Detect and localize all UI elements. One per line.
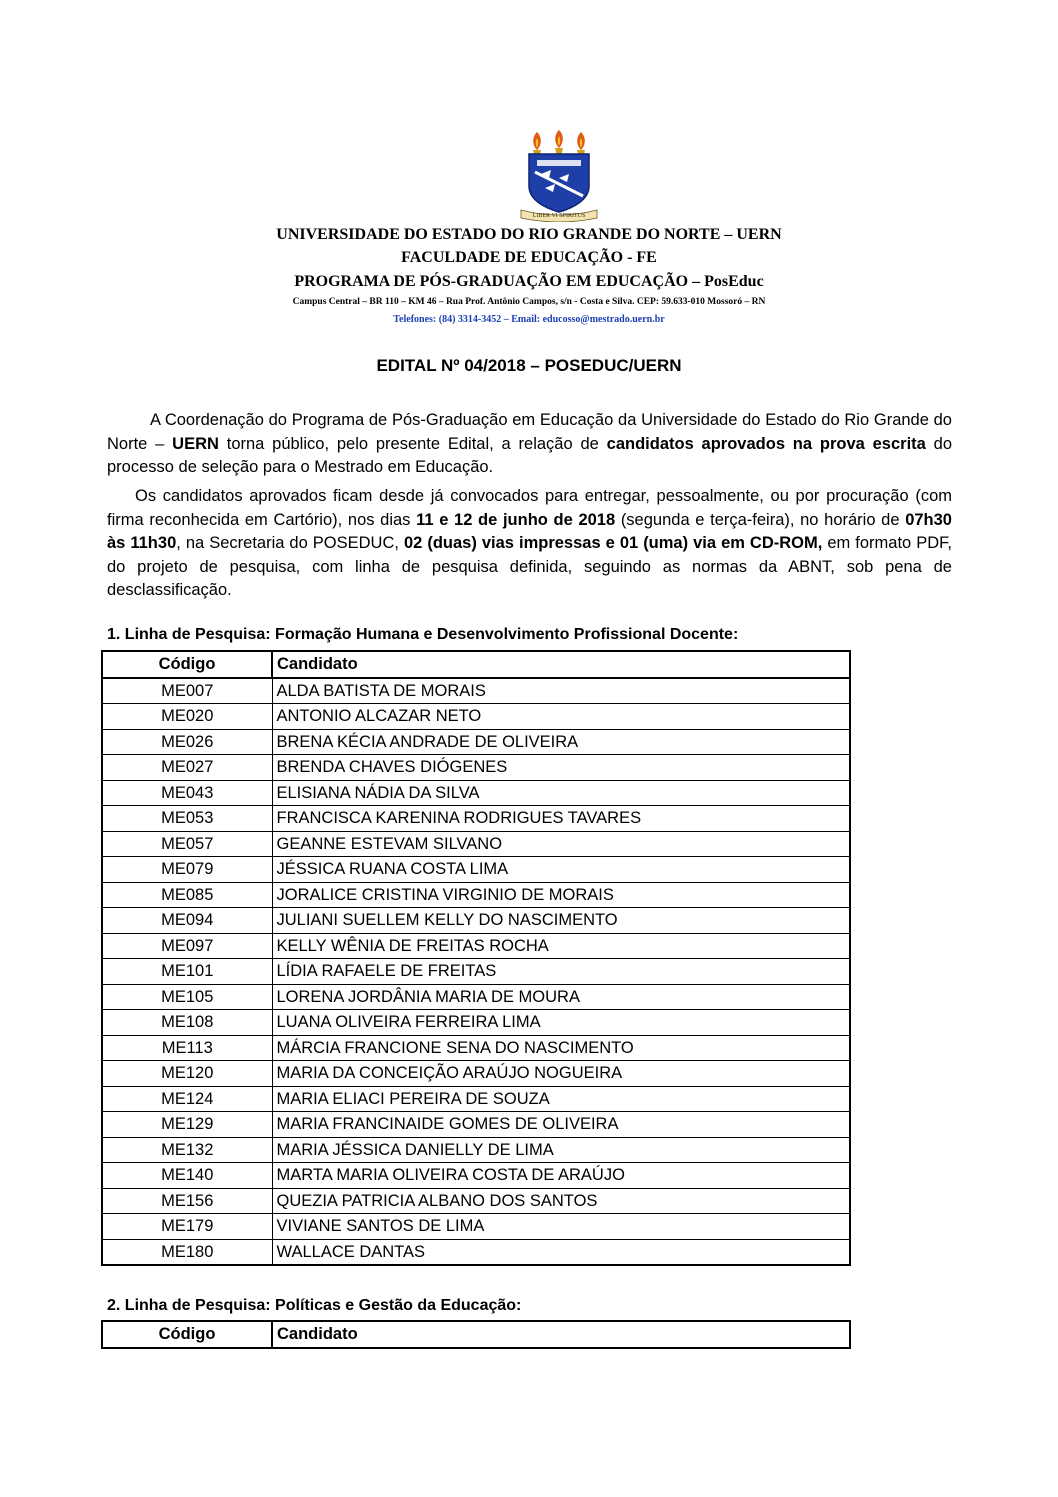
candidate-name: LORENA JORDÂNIA MARIA DE MOURA [272,984,850,1010]
table-row [102,831,850,857]
document-title: EDITAL Nº 04/2018 – POSEDUC/UERN [376,356,682,375]
candidate-name: JÉSSICA RUANA COSTA LIMA [272,857,850,883]
candidate-code: ME094 [102,908,272,934]
table-row [102,806,850,832]
paragraph-intro: A Coordenação do Programa de Pós-Graduação em Educação da Universidade do Estado do Rio Grande do Norte – UERN torna público, pelo presente Edital, a relação de candidatos aprovados na prova escrita do processo de seleção para o Mestrado em Educação. [107,411,952,476]
table-row [102,1061,850,1087]
candidates-table-2 [101,1320,851,1349]
table-row [102,755,850,781]
table-row [102,984,850,1010]
candidate-name: ANTONIO ALCAZAR NETO [272,704,850,730]
section-heading-2: 2. Linha de Pesquisa: Políticas e Gestão da Educação: [107,1297,522,1314]
table-row [102,1112,850,1138]
candidate-code: ME156 [102,1188,272,1214]
candidate-name: QUEZIA PATRICIA ALBANO DOS SANTOS [272,1188,850,1214]
table-header-row [102,651,850,678]
candidate-code: ME007 [102,678,272,704]
candidate-code: ME108 [102,1010,272,1036]
table-header-row [102,1321,850,1348]
candidate-name: KELLY WÊNIA DE FREITAS ROCHA [272,933,850,959]
candidate-name: BRENDA CHAVES DIÓGENES [272,755,850,781]
table-row [102,704,850,730]
column-header-code: Código [102,651,272,678]
candidate-name: MARIA DA CONCEIÇÃO ARAÚJO NOGUEIRA [272,1061,850,1087]
table-row [102,1214,850,1240]
candidate-name: MARTA MARIA OLIVEIRA COSTA DE ARAÚJO [272,1163,850,1189]
candidate-name: MARIA ELIACI PEREIRA DE SOUZA [272,1086,850,1112]
table-row [102,780,850,806]
candidate-code: ME140 [102,1163,272,1189]
section-heading-1: 1. Linha de Pesquisa: Formação Humana e Desenvolvimento Profissional Docente: [107,626,739,643]
candidate-name: MÁRCIA FRANCIONE SENA DO NASCIMENTO [272,1035,850,1061]
table-row [102,678,850,704]
address: Campus Central – BR 110 – KM 46 – Rua Prof. Antônio Campos, s/n - Costa e Silva. CEP: 59.633-010 Mossoró – RN [292,297,766,307]
table-row [102,908,850,934]
candidate-name: ALDA BATISTA DE MORAIS [272,678,850,704]
candidate-code: ME085 [102,882,272,908]
candidate-code: ME053 [102,806,272,832]
contact-info: Telefones: (84) 3314-3452 – Email: educosso@mestrado.uern.br [393,314,665,325]
table-row [102,1137,850,1163]
candidate-code: ME180 [102,1239,272,1265]
candidate-code: ME020 [102,704,272,730]
candidate-name: FRANCISCA KARENINA RODRIGUES TAVARES [272,806,850,832]
candidate-name: LÍDIA RAFAELE DE FREITAS [272,959,850,985]
candidate-code: ME132 [102,1137,272,1163]
university-coat-of-arms-logo [515,128,603,222]
candidate-name: ELISIANA NÁDIA DA SILVA [272,780,850,806]
candidate-code: ME097 [102,933,272,959]
column-header-candidate: Candidato [272,651,850,678]
candidate-code: ME027 [102,755,272,781]
table-row [102,1239,850,1265]
candidate-code: ME057 [102,831,272,857]
candidate-code: ME101 [102,959,272,985]
candidate-code: ME026 [102,729,272,755]
table-row [102,933,850,959]
candidate-name: WALLACE DANTAS [272,1239,850,1265]
table-row [102,1010,850,1036]
candidate-code: ME179 [102,1214,272,1240]
column-header-code: Código [102,1321,272,1348]
candidate-code: ME079 [102,857,272,883]
candidate-code: ME129 [102,1112,272,1138]
table-row [102,1163,850,1189]
candidate-name: JULIANI SUELLEM KELLY DO NASCIMENTO [272,908,850,934]
candidate-name: BRENA KÉCIA ANDRADE DE OLIVEIRA [272,729,850,755]
candidate-name: MARIA JÉSSICA DANIELLY DE LIMA [272,1137,850,1163]
university-name: UNIVERSIDADE DO ESTADO DO RIO GRANDE DO NORTE – UERN [276,226,782,243]
candidate-code: ME113 [102,1035,272,1061]
table-row [102,857,850,883]
candidate-name: LUANA OLIVEIRA FERREIRA LIMA [272,1010,850,1036]
candidate-name: GEANNE ESTEVAM SILVANO [272,831,850,857]
table-row [102,1086,850,1112]
table-row [102,1188,850,1214]
paragraph-instructions: Os candidatos aprovados ficam desde já convocados para entregar, pessoalmente, ou por procuração (com firma reconhecida em Cartório), nos dias 11 e 12 de junho de 2018 (segunda e terça-feira), no horário de 07h30 às 11h30, na Secretaria do POSEDUC, 02 (duas) vias impressas e 01 (uma) via em CD-ROM, em formato PDF, do projeto de pesquisa, com linha de pesquisa definida, seguindo as normas da ABNT, sob pena de desclassificação. [107,487,952,599]
candidate-name: MARIA FRANCINAIDE GOMES DE OLIVEIRA [272,1112,850,1138]
candidate-code: ME105 [102,984,272,1010]
table-row [102,882,850,908]
candidate-code: ME043 [102,780,272,806]
column-header-candidate: Candidato [272,1321,850,1348]
table-row [102,959,850,985]
candidate-code: ME120 [102,1061,272,1087]
table-row [102,1035,850,1061]
faculty-name: FACULDADE DE EDUCAÇÃO - FE [401,249,657,266]
candidates-table-1 [101,650,851,1266]
program-name: PROGRAMA DE PÓS-GRADUAÇÃO EM EDUCAÇÃO – PosEduc [294,273,764,290]
logo-motto: LIBER VI SPIRITUS [532,213,586,219]
table-row [102,729,850,755]
candidate-name: VIVIANE SANTOS DE LIMA [272,1214,850,1240]
candidate-name: JORALICE CRISTINA VIRGINIO DE MORAIS [272,882,850,908]
candidate-code: ME124 [102,1086,272,1112]
